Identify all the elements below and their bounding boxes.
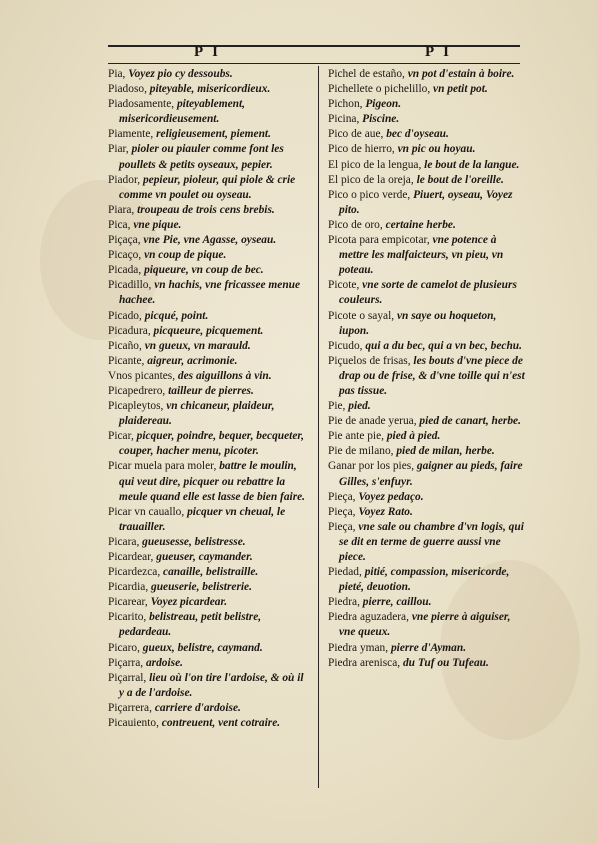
entry-translation: vne sale ou chambre d'vn logis, qui se dit en terme de guerre aussi vne piece.: [339, 520, 524, 563]
entry-headword: Pica,: [108, 218, 134, 231]
entry-headword: Picauiento,: [108, 717, 162, 730]
entry-translation: Piuert, oyseau, Voyez pito.: [339, 188, 513, 216]
entry-translation: pied de canart, herbe.: [419, 415, 521, 428]
entry-translation: vn hachis, vne fricassee menue hachee.: [119, 279, 301, 307]
running-header-right: P I: [425, 44, 452, 60]
dictionary-entry: [328, 565, 528, 595]
entry-translation: Voyez pedaço.: [358, 490, 424, 503]
entry-translation: Voyez Rato.: [358, 505, 413, 518]
entry-translation: pied de milan, herbe.: [396, 445, 495, 458]
entry-headword: Picardezca,: [108, 566, 164, 579]
dictionary-entry: [108, 278, 308, 308]
entry-headword: Picina,: [328, 113, 363, 126]
dictionary-entry: [108, 248, 308, 263]
dictionary-entry: [108, 565, 308, 580]
entry-translation: Voyez pio cy dessoubs.: [128, 68, 233, 80]
dictionary-entry: [108, 505, 308, 535]
entry-headword: Piçarra,: [108, 656, 146, 669]
entry-headword: Pico de oro,: [328, 218, 386, 231]
entry-headword: Pieça,: [328, 505, 359, 518]
entry-headword: Pichel de estaño,: [328, 68, 408, 80]
entry-translation: pioler ou piauler comme font les poullets & petits oyseaux, pepier.: [119, 143, 284, 171]
entry-translation: piteyablement, misericordieusement.: [119, 98, 245, 126]
entry-translation: Pigeon.: [365, 98, 402, 111]
dictionary-entry: [328, 188, 528, 218]
dictionary-entry: [108, 580, 308, 595]
entry-headword: Piçuelos de frisas,: [328, 354, 414, 367]
entry-translation: les bouts d'vne piece de drap ou de frise, & d'vne toille qui n'est pas tissue.: [339, 354, 525, 397]
entry-headword: Picadillo,: [108, 279, 155, 292]
dictionary-entry: [328, 142, 528, 157]
dictionary-entry: [328, 490, 528, 505]
entry-translation: le bout de l'oreille.: [416, 173, 504, 186]
entry-translation: pierre, caillou.: [362, 596, 432, 609]
dictionary-entry: [328, 444, 528, 459]
entry-headword: Picado,: [108, 309, 145, 322]
dictionary-entry: [328, 520, 528, 565]
dictionary-entry: [328, 82, 528, 97]
dictionary-entry: [108, 610, 308, 640]
entry-translation: canaille, belistraille.: [163, 566, 259, 579]
entry-translation: ardoise.: [145, 656, 183, 669]
entry-translation: vn gueux, vn marauld.: [144, 339, 251, 352]
dictionary-entry: [108, 641, 308, 656]
entry-translation: vn chicaneur, plaideur, plaidereau.: [119, 400, 275, 428]
dictionary-entry: [328, 309, 528, 339]
entry-translation: lieu où l'on tire l'ardoise, & où il y a de l'ardoise.: [119, 671, 304, 699]
entry-headword: Picudo,: [328, 339, 366, 352]
dictionary-entry: [328, 112, 528, 127]
entry-headword: Picote,: [328, 279, 363, 292]
dictionary-entry: [108, 354, 308, 369]
entry-translation: vne pierre à aiguiser, vne queux.: [339, 611, 511, 639]
entry-headword: Picar,: [108, 430, 137, 443]
dictionary-entry: [328, 158, 528, 173]
dictionary-entry: [108, 399, 308, 429]
dictionary-entry: [328, 595, 528, 610]
entry-translation: piqueure, vn coup de bec.: [144, 264, 264, 277]
entry-translation: religieusement, piement.: [156, 128, 271, 141]
entry-headword: Picara,: [108, 535, 143, 548]
dictionary-entry: [108, 67, 308, 82]
entry-translation: gueuser, caymander.: [156, 551, 253, 563]
dictionary-entry: [108, 324, 308, 339]
entry-headword: Piedad,: [328, 566, 365, 579]
entry-headword: Piçarrera,: [108, 701, 155, 714]
entry-headword: Piçarral,: [108, 671, 150, 684]
entry-translation: vn pot d'estain à boire.: [407, 68, 515, 80]
entry-translation: pitié, compassion, misericorde, pieté, deuotion.: [339, 566, 510, 594]
dictionary-entry: [328, 339, 528, 354]
dictionary-entry: [108, 218, 308, 233]
entry-headword: Vnos picantes,: [108, 369, 178, 382]
entry-translation: certaine herbe.: [385, 218, 456, 231]
dictionary-entry: [108, 127, 308, 142]
dictionary-entry: [108, 535, 308, 550]
dictionary-entry: [108, 550, 308, 565]
entry-translation: pied.: [348, 400, 371, 413]
entry-headword: Picota para empicotar,: [328, 234, 433, 247]
dictionary-entry: [328, 127, 528, 142]
dictionary-entry: [328, 278, 528, 308]
dictionary-entry: [108, 701, 308, 716]
dictionary-entry: [108, 97, 308, 127]
entry-translation: contreuent, vent cotraire.: [161, 717, 281, 730]
entry-headword: Picadura,: [108, 324, 154, 337]
dictionary-entry: [328, 218, 528, 233]
entry-headword: El pico de la oreja,: [328, 173, 417, 186]
entry-translation: vne sorte de camelot de plusieurs couleurs.: [339, 279, 517, 307]
entry-translation: vn coup de pique.: [144, 249, 227, 262]
entry-translation: gueux, belistre, caymand.: [142, 641, 263, 654]
entry-headword: Picaro,: [108, 641, 143, 654]
entry-headword: Piara,: [108, 203, 138, 216]
entry-translation: vne pique.: [133, 218, 182, 231]
entry-translation: vn saye ou hoqueton, iupon.: [339, 309, 497, 337]
entry-translation: picqueure, picquement.: [153, 324, 264, 337]
entry-headword: Pieça,: [328, 490, 359, 503]
entry-headword: Pie ante pie,: [328, 430, 387, 443]
entry-headword: Piamente,: [108, 128, 157, 141]
entry-headword: Picapleytos,: [108, 400, 167, 413]
dictionary-entry: [328, 399, 528, 414]
entry-translation: bec d'oyseau.: [386, 128, 449, 141]
dictionary-entry: [328, 233, 528, 278]
entry-headword: Picapedrero,: [108, 384, 169, 397]
dictionary-entry: [328, 173, 528, 188]
entry-translation: vn pic ou hoyau.: [397, 143, 476, 156]
entry-translation: des aiguillons à vin.: [177, 369, 272, 382]
entry-headword: Picaño,: [108, 339, 145, 352]
entry-translation: picquer vn cheual, le trauailler.: [119, 505, 286, 533]
entry-headword: Pie de anade yerua,: [328, 415, 420, 428]
dictionary-entry: [328, 641, 528, 656]
entry-headword: El pico de la lengua,: [328, 158, 425, 171]
dictionary-entry: [328, 656, 528, 671]
entry-headword: Piçaça,: [108, 234, 144, 247]
dictionary-entry: [108, 82, 308, 97]
entry-headword: Pieça,: [328, 520, 359, 533]
dictionary-entry: [108, 173, 308, 203]
entry-translation: troupeau de trois cens brebis.: [137, 203, 275, 216]
dictionary-entry: [328, 414, 528, 429]
entry-translation: belistreau, petit belistre, pedardeau.: [119, 611, 262, 639]
entry-headword: Pichellete o pichelillo,: [328, 83, 434, 96]
entry-headword: Pichon,: [328, 98, 366, 111]
dictionary-entry: [108, 384, 308, 399]
entry-headword: Pia,: [108, 68, 129, 80]
entry-headword: Pie,: [328, 400, 349, 413]
dictionary-entry: [328, 354, 528, 399]
entry-headword: Picada,: [108, 264, 145, 277]
dictionary-entry: [108, 263, 308, 278]
entry-headword: Piador,: [108, 173, 143, 186]
entry-translation: vne Pie, vne Agasse, oyseau.: [143, 234, 277, 247]
entry-translation: pierre d'Ayman.: [390, 641, 467, 654]
entry-translation: qui a du bec, qui a vn bec, bechu.: [365, 339, 522, 352]
entry-translation: piteyable, misericordieux.: [149, 83, 271, 96]
entry-headword: Piadosamente,: [108, 98, 177, 111]
entry-headword: Picaço,: [108, 249, 145, 262]
entry-headword: Pico de aue,: [328, 128, 387, 141]
entry-headword: Piedra yman,: [328, 641, 391, 654]
dictionary-entry: [328, 429, 528, 444]
dictionary-entry: [108, 233, 308, 248]
entry-headword: Picante,: [108, 354, 148, 367]
dictionary-entry: [328, 67, 528, 82]
right-column: [328, 67, 528, 671]
entry-translation: pied à pied.: [386, 430, 441, 443]
entry-translation: tailleur de pierres.: [168, 384, 254, 397]
left-column: [108, 67, 308, 731]
entry-headword: Picarear,: [108, 596, 151, 609]
entry-translation: du Tuf ou Tufeau.: [402, 656, 489, 669]
entry-translation: le bout de la langue.: [424, 158, 520, 171]
entry-headword: Picar vn cauallo,: [108, 505, 188, 518]
entry-translation: battre le moulin, qui veut dire, picquer ou rebattre la meule quand elle est lasse de bien faire.: [119, 460, 306, 503]
entry-headword: Pico o pico verde,: [328, 188, 414, 201]
dictionary-entry: [108, 671, 308, 701]
dictionary-entry: [108, 309, 308, 324]
entry-headword: Picote o sayal,: [328, 309, 397, 322]
dictionary-entry: [108, 459, 308, 504]
entry-headword: Picarito,: [108, 611, 150, 624]
entry-translation: Voyez picardear.: [150, 596, 228, 609]
dictionary-entry: [108, 203, 308, 218]
dictionary-entry: [328, 459, 528, 489]
entry-translation: picqué, point.: [144, 309, 209, 322]
entry-headword: Picardia,: [108, 581, 152, 594]
entry-headword: Ganar por los pies,: [328, 460, 417, 473]
entry-headword: Piadoso,: [108, 83, 150, 96]
dictionary-entry: [108, 429, 308, 459]
dictionary-entry: [328, 610, 528, 640]
entry-headword: Pie de milano,: [328, 445, 397, 458]
entry-translation: pepieur, pioleur, qui piole & crie comme vn poulet ou oyseau.: [119, 173, 296, 201]
entry-headword: Picar muela para moler,: [108, 460, 220, 473]
running-header-left: P I: [194, 44, 221, 60]
dictionary-entry: [328, 505, 528, 520]
dictionary-entry: [328, 97, 528, 112]
entry-translation: gaigner au pieds, faire Gilles, s'enfuyr.: [339, 460, 523, 488]
entry-translation: aigreur, acrimonie.: [147, 354, 238, 367]
entry-headword: Piar,: [108, 143, 132, 156]
entry-translation: gueusesse, belistresse.: [142, 535, 246, 548]
dictionary-entry: [108, 142, 308, 172]
entry-translation: gueuserie, belistrerie.: [151, 581, 252, 594]
header-rule-lower: [108, 63, 520, 64]
entry-headword: Piedra,: [328, 596, 363, 609]
dictionary-entry: [108, 716, 308, 731]
entry-headword: Pico de hierro,: [328, 143, 398, 156]
dictionary-entry: [108, 369, 308, 384]
header-rule: [108, 45, 520, 47]
entry-translation: Piscine.: [362, 113, 400, 126]
entry-headword: Piedra arenisca,: [328, 656, 403, 669]
dictionary-entry: [108, 595, 308, 610]
dictionary-entry: [108, 339, 308, 354]
dictionary-entry: [108, 656, 308, 671]
entry-translation: vn petit pot.: [433, 83, 488, 96]
column-divider: [318, 66, 319, 788]
entry-translation: vne potence à mettre les malfaicteurs, vn pieu, vn poteau.: [339, 234, 504, 277]
entry-translation: carriere d'ardoise.: [154, 701, 241, 714]
entry-headword: Picardear,: [108, 551, 157, 563]
entry-translation: picquer, poindre, bequer, becqueter, couper, hacher menu, picoter.: [119, 430, 305, 458]
entry-headword: Piedra aguzadera,: [328, 611, 412, 624]
